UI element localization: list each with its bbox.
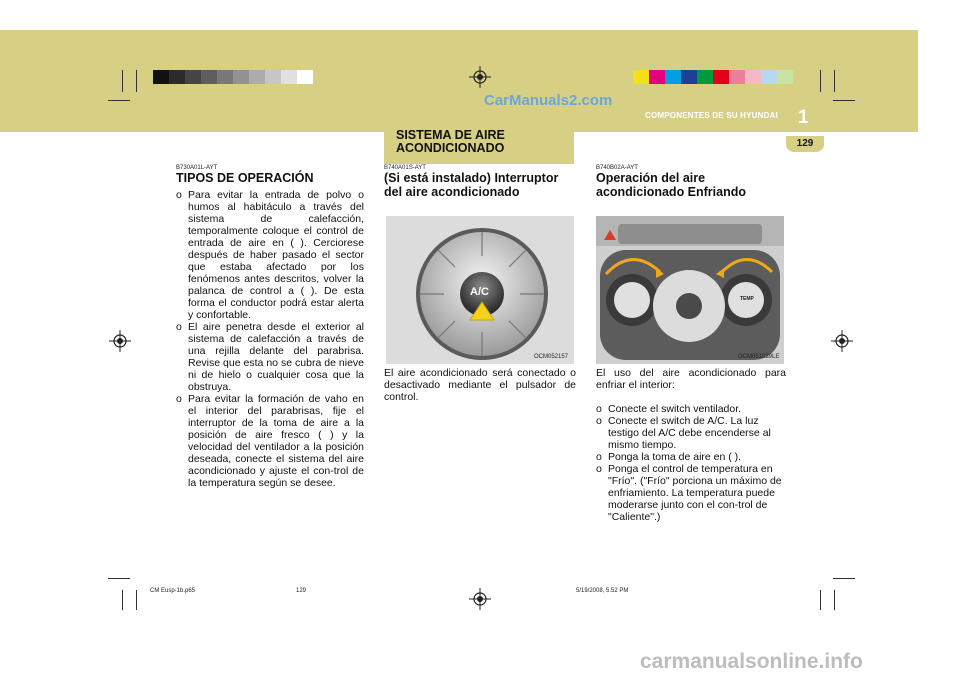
- color-calibration-bar: [633, 70, 793, 84]
- color-swatch: [297, 70, 313, 84]
- footer-watermark[interactable]: carmanualsonline.info: [640, 650, 863, 673]
- section-heading: Operación del aire acondicionado Enfriando: [596, 171, 747, 199]
- section-heading: TIPOS DE OPERACIÓN: [176, 171, 314, 185]
- color-swatch: [761, 70, 777, 84]
- ac-switch-photo: [386, 216, 574, 364]
- section-code: B740A01S-AYT: [384, 165, 426, 171]
- color-swatch: [665, 70, 681, 84]
- ac-button-label: A/C: [470, 286, 489, 298]
- registration-mark-icon: [469, 588, 491, 610]
- color-swatch: [233, 70, 249, 84]
- section-title-tab: [384, 124, 574, 164]
- color-swatch: [153, 70, 169, 84]
- list-item: o Ponga la toma de aire en ( ).: [596, 451, 742, 463]
- footer-date: 5/19/2008, 5:52 PM: [576, 588, 629, 594]
- registration-mark-icon: [109, 330, 131, 352]
- color-swatch: [265, 70, 281, 84]
- crop-mark: [122, 590, 123, 610]
- color-swatch: [713, 70, 729, 84]
- footer-page: 129: [296, 588, 307, 594]
- footer-file: CM Eusp-1b.p65: [150, 588, 196, 594]
- color-swatch: [777, 70, 793, 84]
- page-number: 129: [786, 136, 824, 152]
- crop-mark: [136, 70, 137, 92]
- crop-mark: [834, 70, 835, 92]
- column-1: [176, 165, 364, 489]
- list-item: o El aire penetra desde el exterior al sistema de calefacción a través de una rejilla delante del parabrisa. Revise que esta no se cubra de nieve ni de hielo o cualquier cosa que la obstruya.: [176, 320, 364, 393]
- list-item: o Conecte el switch de A/C. La luz testigo del A/C debe encenderse al mismo tiempo.: [596, 415, 771, 451]
- chapter-label: COMPONENTES DE SU HYUNDAI: [645, 111, 779, 120]
- list-item: o Para evitar la formación de vaho en el interior del parabrisas, fije el interruptor de la toma de aire a la posición de aire fresco ( ) y la velocidad del ventilador a la posición deseada, conecte el sistema del aire acondicionado y ajuste el con-trol de la temperatura según se desee.: [176, 392, 364, 489]
- crop-mark: [820, 70, 821, 92]
- crop-mark: [833, 578, 855, 579]
- color-swatch: [169, 70, 185, 84]
- color-swatch: [201, 70, 217, 84]
- registration-mark-icon: [831, 330, 853, 352]
- crop-mark: [833, 100, 855, 101]
- temp-label: TEMP: [740, 296, 754, 302]
- color-swatch: [249, 70, 265, 84]
- photo-caption: OCM051039LE: [738, 354, 780, 360]
- photo-caption: OCM052157: [534, 354, 569, 360]
- section-heading: (Si está instalado) Interruptor del aire acondicionado: [384, 171, 559, 199]
- chapter-number: 1: [798, 107, 809, 128]
- column-3-body: [596, 367, 786, 523]
- section-title: SISTEMA DE AIRE ACONDICIONADO: [396, 128, 505, 155]
- column-3: [596, 165, 786, 199]
- climate-panel-photo: [596, 216, 784, 364]
- crop-mark: [108, 578, 130, 579]
- watermark[interactable]: CarManuals2.com: [484, 92, 613, 109]
- color-swatch: [281, 70, 297, 84]
- color-swatch: [217, 70, 233, 84]
- grey-color-bar: [153, 70, 313, 84]
- section-code: B730A01L-AYT: [176, 165, 218, 171]
- crop-mark: [136, 590, 137, 610]
- body-text: El aire acondicionado será conectado o desactivado mediante el pulsador de control.: [384, 367, 576, 403]
- color-swatch: [745, 70, 761, 84]
- crop-mark: [820, 590, 821, 610]
- color-swatch: [185, 70, 201, 84]
- crop-mark: [108, 100, 130, 101]
- color-swatch: [633, 70, 649, 84]
- color-swatch: [681, 70, 697, 84]
- list-item: o Para evitar la entrada de polvo o humos al habitáculo a través del sistema de calefacción, temporalmente coloque el control de entrada de aire en ( ). Cerciorese después de haber pasado el sector que estaba afectado por los fenómenos antes descritos, volver la palanca de control a ( ). De esta forma el conductor podrá estar alerta y confortable.: [176, 188, 364, 321]
- color-swatch: [649, 70, 665, 84]
- registration-mark-icon: [469, 66, 491, 88]
- color-swatch: [729, 70, 745, 84]
- list-item: o Conecte el switch ventilador.: [596, 403, 742, 415]
- climate-control-panel-illustration: [596, 216, 784, 364]
- crop-mark: [834, 590, 835, 610]
- color-swatch: [697, 70, 713, 84]
- column-2: [384, 165, 576, 199]
- crop-mark: [122, 70, 123, 92]
- section-code: B740B02A-AYT: [596, 165, 638, 171]
- intro-text: El uso del aire acondicionado para enfriar el interior:: [596, 367, 786, 391]
- list-item: o Ponga el control de temperatura en "Frío". ("Frío" porciona un máximo de enfriamiento. La temperatura puede moderarse junto con el con-trol de "Caliente".): [596, 463, 782, 523]
